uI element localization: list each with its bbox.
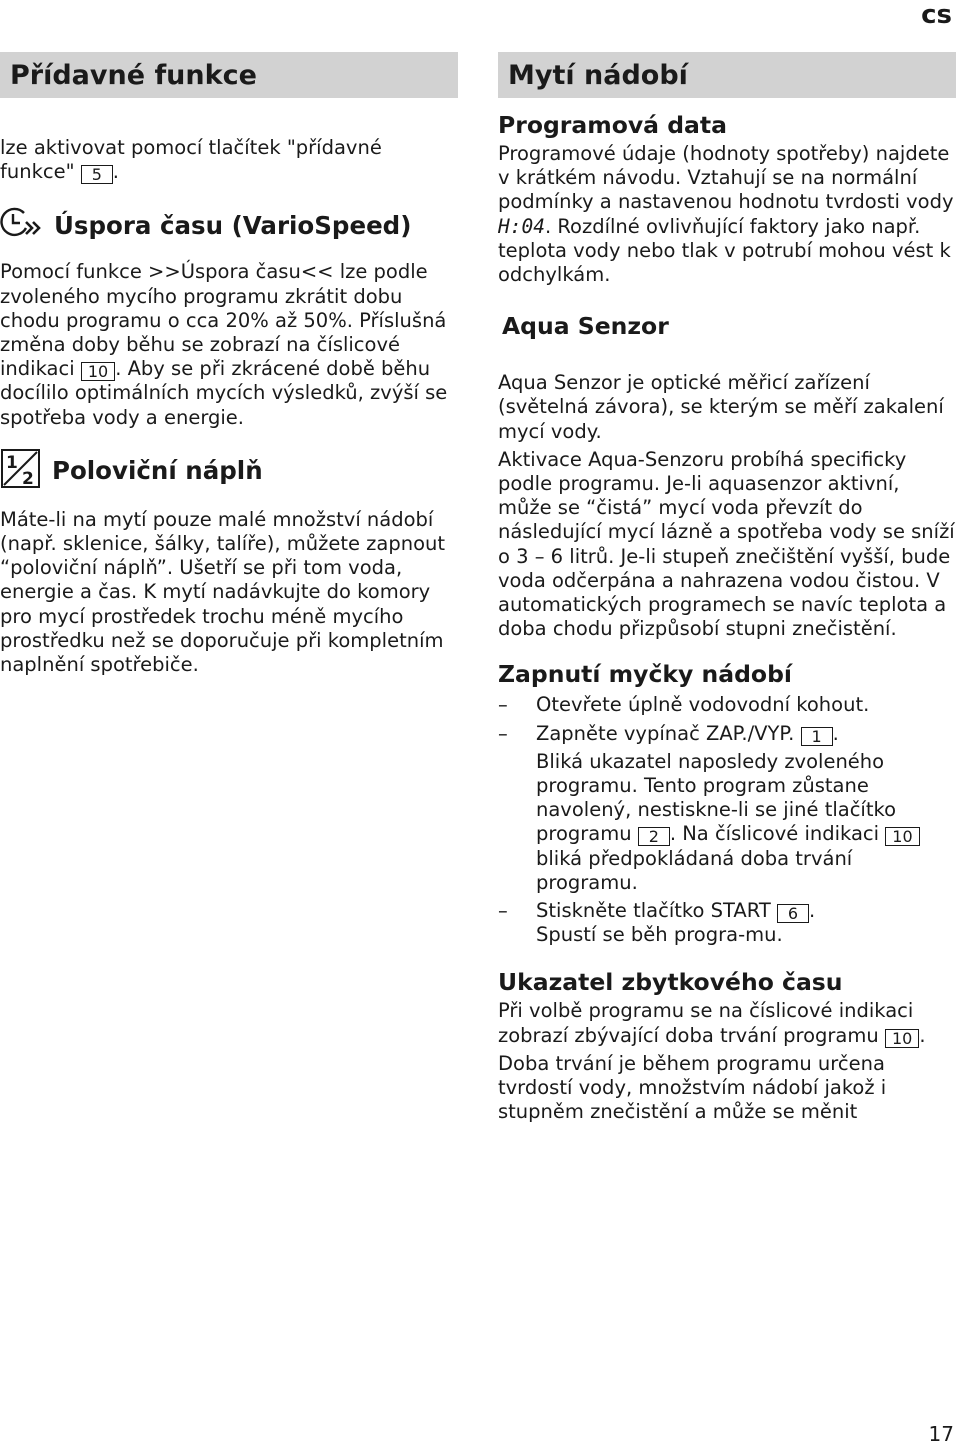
aqua-sensor-title: Aqua Senzor xyxy=(502,312,669,341)
time-saving-heading xyxy=(0,204,458,248)
list-item-text: Otevřete úplně vodovodní kohout. xyxy=(536,693,870,717)
intro-paragraph xyxy=(0,136,458,184)
paragraph-text: . Rozdílné ovlivňující faktory jako např. teplota vody nebo tlak v potrubí mohou vést k odchylkám. xyxy=(498,214,951,287)
band-title: Mytí nádobí xyxy=(508,59,688,91)
text: . xyxy=(832,721,839,745)
section-band-additional-functions xyxy=(0,52,458,98)
text: . Na číslicové indikaci xyxy=(669,822,880,846)
aqua-sensor-paragraph-2: Aktivace Aqua-Senzoru probíhá specificky podle programu. Je-li aquasenzor aktivní, může se “čistá” mycí voda převzít do následující mycí lázně a spotřeba vody se sníží o 3 – 6 litrů. Je-li stupeň znečištění vyšší, bude voda odčerpána a nahrazena vodou čistou. V automatických programech se navíc teplota a doba chodu přizpůsobí stupni znečistění. xyxy=(498,447,955,641)
button-ref-box: 6 xyxy=(777,904,809,923)
switch-on-title: Zapnutí myčky nádobí xyxy=(498,660,792,689)
text: Stiskněte tlačítko START xyxy=(536,899,771,923)
section-band-dishwashing xyxy=(498,52,956,98)
half-load-paragraph: Máte-li na mytí pouze malé množství nádobí (např. sklenice, šálky, talíře), můžete zapnout “poloviční náplň”. Ušetří se při tom voda, energie a čas. K mytí nadávkujte do komory pro mycí prostředek trochu méně mycího prostředku než se doporučuje při kompletním naplnění spotřebiče. xyxy=(0,507,446,677)
paragraph-text: Programové údaje (hodnoty spotřeby) najdete v krátkém návodu. Vztahují se na normální podmínky a nastavenou hodnotu tvrdosti vody xyxy=(498,142,954,214)
paragraph-text: Pomocí funkce >>Úspora času<< lze podle zvoleného mycího programu zkrátit dobu chodu programu o cca 20% až 50%. Příslušná změna doby běhu se zobrazí na číslicové indikaci xyxy=(0,260,447,381)
svg-text:1: 1 xyxy=(6,452,18,473)
svg-text:2: 2 xyxy=(22,468,34,489)
remaining-time-title: Ukazatel zbytkového času xyxy=(498,968,843,997)
band-title: Přídavné funkce xyxy=(10,59,257,91)
left-column xyxy=(0,52,458,677)
text: . Spustí se běh progra-mu. xyxy=(536,899,816,947)
time-saving-paragraph xyxy=(0,260,458,429)
text: Zapněte vypínač ZAP./VYP. xyxy=(536,721,795,745)
text: Při volbě programu se na číslicové indikaci zobrazí zbývající doba trvání programu xyxy=(498,999,914,1047)
aqua-sensor-paragraph-1: Aqua Senzor je optické měřicí zařízení (světelná závora), se kterým se měří zakalení mycí vody. xyxy=(498,371,944,443)
language-code: cs xyxy=(921,0,952,30)
list-item-text xyxy=(536,722,956,746)
page-number: 17 xyxy=(928,1422,954,1446)
display-ref-box: 10 xyxy=(885,827,919,846)
list-item xyxy=(498,899,956,947)
half-load-heading xyxy=(0,448,458,494)
list-item-text xyxy=(536,750,956,895)
display-ref-box: 10 xyxy=(885,1029,919,1048)
text: Bliká ukazatel naposledy zvoleného programu. Tento program zůstane navolený, nestiskne-li se jiné tlačítko programu xyxy=(536,749,897,846)
half-load-icon xyxy=(0,448,42,494)
intro-end: . xyxy=(112,160,119,184)
hardness-code: H:04 xyxy=(498,214,545,238)
button-ref-box: 2 xyxy=(638,827,670,846)
right-column xyxy=(498,52,956,1125)
remaining-time-paragraph-1 xyxy=(498,999,956,1047)
text: . xyxy=(919,1023,926,1047)
button-ref-box: 1 xyxy=(801,727,833,746)
clock-fast-forward-icon xyxy=(0,204,44,248)
list-dash: – xyxy=(498,721,508,745)
list-dash: – xyxy=(498,693,508,717)
paragraph-text: . Aby se při zkrácené době běhu docílilo optimálních mycích výsledků, zvýší se spotřeba vody a energie. xyxy=(0,357,448,429)
text: bliká předpokládaná doba trvání programu. xyxy=(536,846,853,894)
section-title: Poloviční náplň xyxy=(52,455,263,485)
section-title: Úspora času (VarioSpeed) xyxy=(54,211,412,241)
intro-text: lze aktivovat pomocí tlačítek "přídavné funkce" xyxy=(0,136,382,184)
list-dash: – xyxy=(498,899,508,923)
display-ref-box: 10 xyxy=(81,362,115,381)
button-ref-box: 5 xyxy=(81,165,113,184)
program-data-title: Programová data xyxy=(498,111,727,139)
program-data-paragraph xyxy=(498,142,956,287)
list-item-text xyxy=(536,899,836,947)
list-item xyxy=(498,722,956,895)
list-item xyxy=(498,693,956,717)
remaining-time-paragraph-2: Doba trvání je během programu určena tvrdostí vody, množstvím nádobí jakož i stupněm znečistění a může se měnit xyxy=(498,1051,887,1124)
